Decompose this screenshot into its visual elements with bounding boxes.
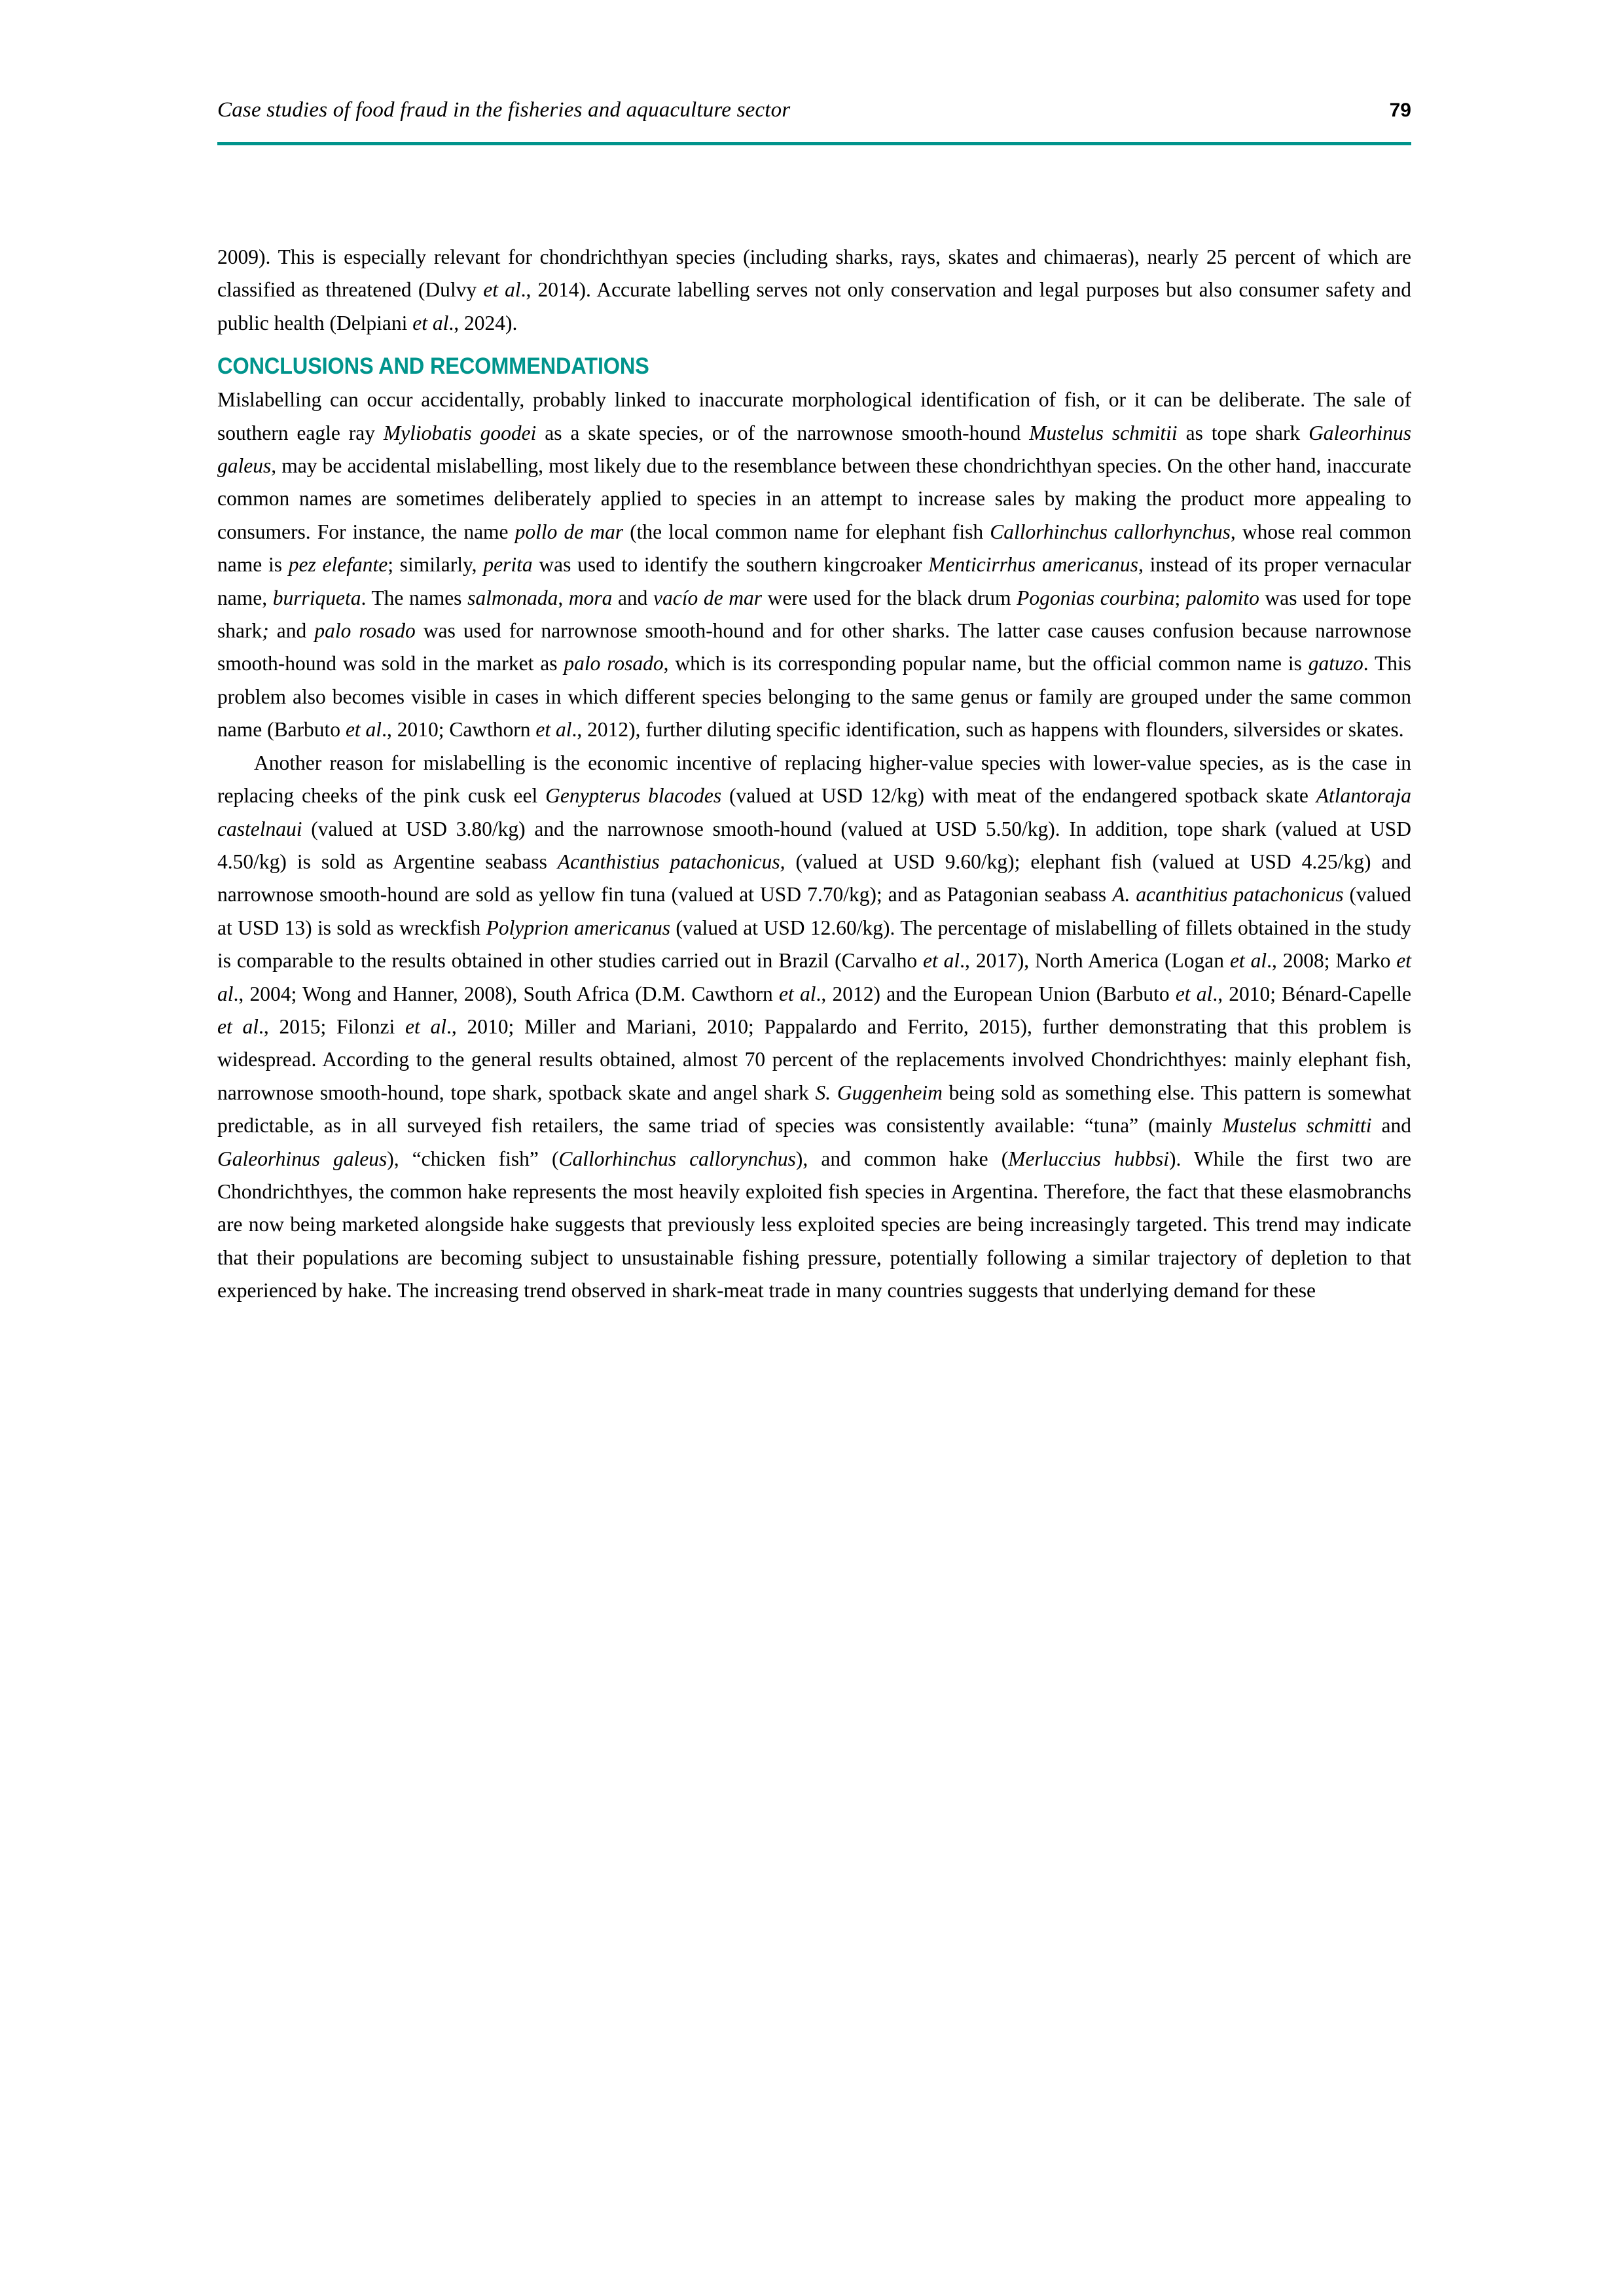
common-name: palomito: [1185, 586, 1259, 609]
common-name: gatuzo: [1308, 652, 1363, 675]
section-heading: CONCLUSIONS AND RECOMMENDATIONS: [217, 353, 649, 380]
species-name: Galeorhinus galeus: [217, 421, 1411, 478]
common-name: pollo de mar: [514, 520, 624, 543]
page-number: 79: [1389, 99, 1411, 121]
species-name: Mustelus schmitii: [1029, 421, 1178, 444]
header-divider-rule: [217, 142, 1411, 145]
species-name: Polyprion americanus: [486, 916, 671, 939]
paragraph-economic-incentive: [217, 747, 1411, 1308]
et-al-italic: et al: [483, 278, 521, 302]
header-title: Case studies of food fraud in the fisheries and aquaculture sector: [217, 98, 791, 122]
common-name: perita: [483, 553, 533, 577]
paragraph-1-text: 2009). This is especially relevant for chondrichthyan species (including sharks, rays, skates and chimaeras), nearly 25 percent of which are classified as threatened (Dulvy et al., 2014). Accurate labelling serves not only conservation and legal purposes but also consumer safety and public health (Delpiani et al., 2024).: [217, 245, 1411, 334]
et-al-italic: et al: [535, 718, 572, 742]
species-name: Callorhinchus callorynchus: [558, 1147, 796, 1170]
text-column: [217, 241, 1411, 1308]
species-name: Merluccius hubbsi: [1008, 1147, 1169, 1170]
species-name: Galeorhinus galeus: [217, 1147, 388, 1170]
common-name: pez elefante: [288, 553, 388, 577]
species-name: Menticirrhus americanus,: [928, 553, 1144, 577]
et-al-italic: et al: [405, 1014, 446, 1038]
species-name: S. Guggenheim: [815, 1081, 943, 1104]
common-name: salmonada: [467, 586, 558, 609]
paragraph-2-text: Mislabelling can occur accidentally, probably linked to inaccurate morphological identification of fish, or it can be deliberate. The sale of southern eagle ray Myliobatis goodei as a skate species, or of the narrownose smooth-hound Mustelus schmitii as tope shark Galeorhinus galeus, may be accidental mislabelling, most likely due to the resemblance between these chondrichthyan species. On the other hand, inaccurate common names are sometimes deliberately applied to species in an attempt to increase sales by making the product more appealing to consumers. For instance, the name pollo de mar (the local common name for elephant fish Callorhinchus callorhynchus, whose real common name is pez elefante; similarly, perita was used to identify the southern kingcroaker Menticirrhus americanus, instead of its proper vernacular name, burriqueta. The names salmonada, mora and vacío de mar were used for the black drum Pogonias courbina; palomito was used for tope shark; and palo rosado was used for narrownose smooth-hound and for other sharks. The latter case causes confusion because narrownose smooth-hound was sold in the market as palo rosado, which is its corresponding popular name, but the official common name is gatuzo. This problem also becomes visible in cases in which different species belonging to the same genus or family are grouped under the same common name (Barbuto et al., 2010; Cawthorn et al., 2012), further diluting specific identification, such as happens with flounders, silversides or skates.: [217, 388, 1412, 742]
common-name: palo rosado: [564, 652, 664, 675]
common-name: vacío de mar: [653, 586, 762, 609]
common-name: ;: [262, 619, 269, 643]
et-al-italic: et al: [217, 949, 1411, 1005]
species-name: Atlantoraja castelnaui: [217, 784, 1411, 840]
species-name: Pogonias courbina: [1017, 586, 1175, 609]
common-name: mora: [568, 586, 613, 609]
species-name: Callorhinchus callorhynchus: [990, 520, 1231, 543]
et-al-italic: et al: [217, 1014, 259, 1038]
species-name: Acanthistius patachonicus,: [557, 850, 785, 873]
paragraph-continuation: [217, 241, 1411, 340]
paragraph-3-text: Another reason for mislabelling is the economic incentive of replacing higher-value species with lower-value species, as is the case in replacing cheeks of the pink cusk eel Genypterus blacodes (valued at USD 12/kg) with meat of the endangered spotback skate Atlantoraja castelnaui (valued at USD 3.80/kg) and the narrownose smooth-hound (valued at USD 5.50/kg). In addition, tope shark (valued at USD 4.50/kg) is sold as Argentine seabass Acanthistius patachonicus, (valued at USD 9.60/kg); elephant fish (valued at USD 4.25/kg) and narrownose smooth-hound are sold as yellow fin tuna (valued at USD 7.70/kg); and as Patagonian seabass A. acanthitius patachonicus (valued at USD 13) is sold as wreckfish Polyprion americanus (valued at USD 12.60/kg). The percentage of mislabelling of fillets obtained in the study is comparable to the results obtained in other studies carried out in Brazil (Carvalho et al., 2017), North America (Logan et al., 2008; Marko et al., 2004; Wong and Hanner, 2008), South Africa (D.M. Cawthorn et al., 2012) and the European Union (Barbuto et al., 2010; Bénard-Capelle et al., 2015; Filonzi et al., 2010; Miller and Mariani, 2010; Pappalardo and Ferrito, 2015), further demonstrating that this problem is widespread. According to the general results obtained, almost 70 percent of the replacements involved Chondrichthyes: mainly elephant fish, narrownose smooth-hound, tope shark, spotback skate and angel shark S. Guggenheim being sold as something else. This pattern is somewhat predictable, as in all surveyed fish retailers, the same triad of species was consistently available: “tuna” (mainly Mustelus schmitti and Galeorhinus galeus), “chicken fish” (Callorhinchus callorynchus), and common hake (Merluccius hubbsi). While the first two are Chondrichthyes, the common hake represents the most heavily exploited fish species in Argentina. Therefore, the fact that these elasmobranchs are now being marketed alongside hake suggests that previously less exploited species are being increasingly targeted. This trend may indicate that their populations are becoming subject to unsustainable fishing pressure, potentially following a similar trajectory of depletion to that experienced by hake. The increasing trend observed in shark-meat trade in many countries suggests that underlying demand for these: [217, 751, 1412, 1302]
et-al-italic: et al: [345, 718, 382, 742]
et-al-italic: et al: [1229, 949, 1267, 973]
species-name: A. acanthitius patachonicus: [1112, 883, 1344, 906]
et-al-italic: et al: [412, 311, 449, 334]
et-al-italic: et al: [778, 982, 816, 1005]
paragraph-conclusions: [217, 384, 1411, 746]
common-name: palo rosado: [314, 619, 416, 643]
running-header: [217, 98, 1411, 122]
species-name: Genypterus blacodes: [545, 784, 722, 808]
species-name: Mustelus schmitti: [1222, 1114, 1372, 1138]
et-al-italic: et al: [1175, 982, 1213, 1005]
common-name: burriqueta: [272, 586, 361, 609]
species-name: Myliobatis goodei: [383, 421, 537, 444]
et-al-italic: et al: [923, 949, 960, 973]
